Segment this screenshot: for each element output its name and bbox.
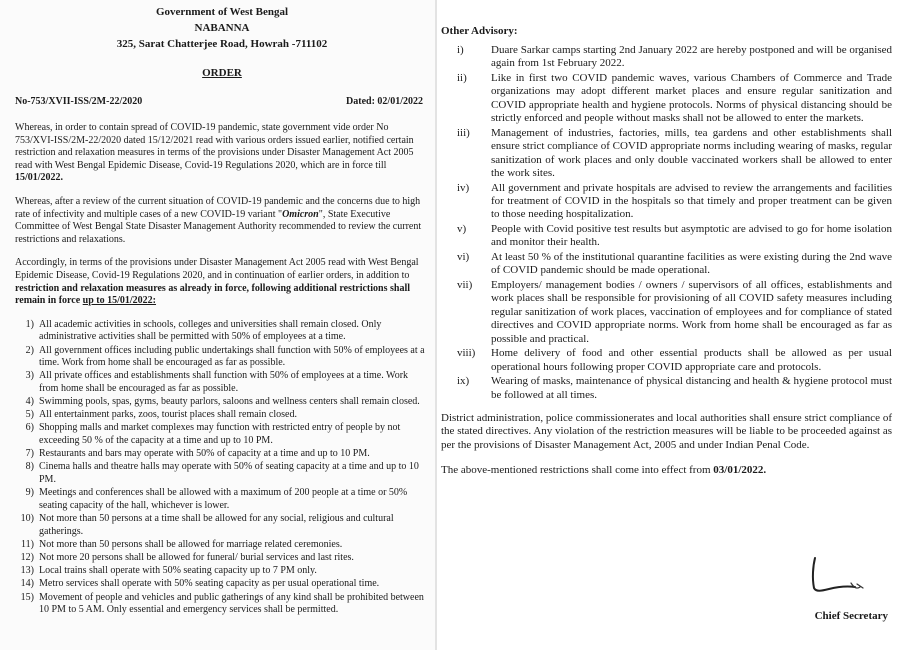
advisory-item: [441, 375, 892, 402]
header-address: 325, Sarat Chatterjee Road, Howrah -711102: [116, 38, 328, 50]
signatory-title: Chief Secretary: [814, 610, 888, 622]
advisory-number: iv): [457, 181, 470, 194]
restriction-item: [15, 422, 429, 447]
restriction-text: Not more than 50 persons at a time shall be allowed for any social, religious and cultural gatherings.: [39, 512, 394, 537]
advisory-text: People with Covid positive test results but asymptotic are advised to go for home isolation and monitor their health.: [491, 223, 892, 249]
restriction-number: 11): [21, 538, 34, 550]
header-government: Government of West Bengal: [155, 6, 289, 18]
restriction-item: [15, 487, 429, 512]
restriction-number: 2): [25, 344, 34, 356]
restriction-item: [15, 345, 429, 370]
reference-line: [15, 95, 429, 108]
header-nabanna: NABANNA: [194, 22, 250, 34]
order-date: Dated: 02/01/2022: [346, 96, 423, 107]
restriction-number: 5): [25, 409, 34, 421]
restriction-text: Not more than 50 persons shall be allowed for marriage related ceremonies.: [39, 538, 343, 550]
restriction-text: All private offices and establishments shall function with 50% of employees at a time. Work from home shall be encouraged as far as possible.: [39, 370, 409, 394]
restriction-item: [15, 396, 429, 409]
restriction-number: 12): [20, 551, 34, 563]
advisory-text: Home delivery of food and other essential products shall be allowed as per usual operational hours following proper COVID appropriate care and protocols.: [491, 347, 892, 373]
advisory-text: All government and private hospitals are advised to review the arrangements and facilities for treatment of COVID in the hospitals so that timely and proper treatment can be given to those needing hospitalization.: [491, 181, 892, 221]
restriction-item: [15, 319, 429, 344]
effect-statement: [441, 464, 892, 477]
advisory-item: [441, 223, 892, 250]
restriction-text: Movement of people and vehicles and public gatherings of any kind shall be prohibited between 10 PM to 5 AM. Only essential and emergency services shall be permitted.: [39, 591, 424, 616]
advisory-title: Other Advisory:: [441, 25, 518, 37]
paragraph-1-text: Whereas, in order to contain spread of COVID-19 pandemic, state government vide order No 753/XVI-ISS/2M-22/2020 dated 15/12/2021 read with various orders issued earlier, notified certain restriction and relaxation measures in terms of the provisions under Disaster Management Act 2005 read with West Bengal Epidemic Disease, Covid-19 Regulations 2020, which are in force till: [15, 122, 414, 171]
effect-text: The above-mentioned restrictions shall come into effect from: [441, 464, 714, 477]
reference-number: No-753/XVII-ISS/2M-22/2020: [15, 96, 143, 107]
order-page-left: [0, 0, 436, 650]
advisory-number: vi): [457, 251, 470, 264]
advisory-item: [441, 279, 892, 346]
restriction-text: Restaurants and bars may operate with 50% of capacity at a time and up to 10 PM.: [39, 448, 370, 460]
advisory-number: v): [457, 223, 467, 236]
restriction-number: 6): [25, 422, 34, 434]
signature-image: [807, 556, 867, 596]
advisory-item: [441, 251, 892, 278]
advisory-text: Management of industries, factories, mills, tea gardens and other establishments shall ensure strict compliance of COVID appropriate norms including wearing of masks, regular sanitization of work places and only double vaccinated workers shall be allowed to enter the work sites.: [491, 126, 892, 180]
paragraph-3-bold: restriction and relaxation measures as already in force, following additional restrictions shall remain in force: [15, 282, 410, 307]
advisory-number: vii): [457, 279, 473, 292]
restriction-text: Shopping malls and market complexes may function with restricted entry of people by not exceeding 50 % of the capacity at a time and up to 10 PM.: [39, 422, 401, 447]
advisory-item: [441, 182, 892, 222]
advisory-item: [441, 44, 892, 71]
restriction-text: Cinema halls and theatre halls may operate with 50% of seating capacity at a time and up to 10 PM.: [39, 461, 419, 485]
advisory-item: [441, 347, 892, 374]
restriction-item: [15, 565, 429, 578]
advisory-item: [441, 72, 892, 126]
paragraph-3-underline: up to 15/01/2022:: [82, 295, 157, 307]
variant-name: Omicron: [282, 208, 319, 220]
restriction-number: 7): [25, 448, 34, 460]
paragraph-2-before: Whereas, after a review of the current situation of COVID-19 pandemic and the concerns due to high rate of infectivity and multiple cases of a new COVID-19 variant ": [15, 195, 421, 220]
restriction-text: Meetings and conferences shall be allowed with a maximum of 200 people at a time or 50% seating capacity of the hall, whichever is lower.: [39, 487, 408, 511]
advisory-text: Like in first two COVID pandemic waves, various Chambers of Commerce and Trade organizations may adopt different market places and ensure regular sanitization and COVID appropriate health and hygiene protocols. Norms of physical distancing should be strictly enforced and people without masks shall not be allowed to enter the markets.: [491, 72, 892, 125]
restriction-list: [15, 319, 429, 617]
restriction-item: [15, 513, 429, 538]
restriction-text: All academic activities in schools, colleges and universities shall remain closed. Only administrative activities shall be permitted with 50% of employees at a time.: [39, 318, 382, 343]
restriction-number: 13): [20, 565, 34, 577]
advisory-text: Employers/ management bodies / owners / supervisors of all offices, establishments and work places shall be responsible for provisioning of all COVID safety measures including regular sanitization of work places, vaccination of employees and for compliance of stated directives and COVID appropriate norms. Work from home shall be encouraged as far as possible and practical.: [491, 279, 892, 345]
restriction-item: [15, 539, 429, 552]
advisory-text: At least 50 % of the institutional quarantine facilities as were existing during the 2nd wave of COVID pandemic should be made operational.: [491, 251, 892, 277]
restriction-number: 10): [20, 512, 34, 524]
restriction-item: [15, 461, 429, 486]
restriction-number: 8): [25, 461, 34, 473]
restriction-item: [15, 370, 429, 395]
order-title: ORDER: [202, 67, 242, 79]
restriction-item: [15, 592, 429, 617]
advisory-text: Duare Sarkar camps starting 2nd January 2022 are hereby postponed and will be organised again from 1st February 2022.: [491, 44, 892, 70]
restriction-number: 4): [25, 396, 34, 408]
paragraph-accordingly: [15, 257, 429, 307]
advisory-text: Wearing of masks, maintenance of physical distancing and health & hygiene protocol must be followed at all times.: [491, 375, 892, 401]
restriction-item: [15, 552, 429, 565]
restriction-number: 15): [20, 591, 34, 603]
paragraph-2-after: ", State Executive Committee of West Bengal State Disaster Management Authority recommended to review the current restrictions and relaxations.: [15, 208, 422, 245]
restriction-number: 3): [25, 370, 34, 382]
restriction-text: All entertainment parks, zoos, tourist places shall remain closed.: [39, 409, 297, 421]
advisory-number: ii): [457, 72, 467, 84]
paragraph-1-date: 15/01/2022.: [15, 172, 64, 184]
paragraph-whereas-2: [15, 196, 429, 246]
restriction-number: 1): [25, 318, 34, 330]
advisory-number: iii): [457, 126, 470, 139]
order-page-right: [437, 0, 904, 650]
restriction-text: Swimming pools, spas, gyms, beauty parlors, saloons and wellness centers shall remain closed.: [39, 396, 420, 408]
restriction-item: [15, 448, 429, 461]
effect-date: 03/01/2022.: [713, 464, 767, 477]
advisory-list: [441, 44, 892, 402]
advisory-number: viii): [457, 347, 476, 360]
restriction-item: [15, 409, 429, 422]
restriction-item: [15, 578, 429, 591]
advisory-item: [441, 127, 892, 181]
paragraph-3-text: Accordingly, in terms of the provisions under Disaster Management Act 2005 read with West Bengal Epidemic Disease, Covid-19 Regulations 2020, and in continuation of earlier orders, in addition to: [15, 257, 419, 281]
restriction-text: Metro services shall operate with 50% seating capacity as per usual operational time.: [39, 578, 380, 590]
restriction-number: 9): [25, 487, 34, 499]
restriction-text: All government offices including public undertakings shall function with 50% of employees at a time. Work from home shall be encouraged as far as possible.: [39, 344, 425, 369]
restriction-text: Not more 20 persons shall be allowed for funeral/ burial services and last rites.: [39, 551, 354, 563]
paragraph-whereas-1: [15, 122, 429, 185]
advisory-number: i): [457, 44, 464, 56]
closing-paragraph: District administration, police commissionerates and local authorities shall ensure strict compliance of the stated directives. Any violation of the restriction measures will be liable to be proceeded against as per the provisions of Disaster Management Act, 2005 and under Indian Penal Code.: [441, 412, 892, 451]
restriction-number: 14): [20, 578, 34, 590]
advisory-number: ix): [457, 375, 470, 388]
restriction-text: Local trains shall operate with 50% seating capacity up to 7 PM only.: [39, 565, 317, 577]
